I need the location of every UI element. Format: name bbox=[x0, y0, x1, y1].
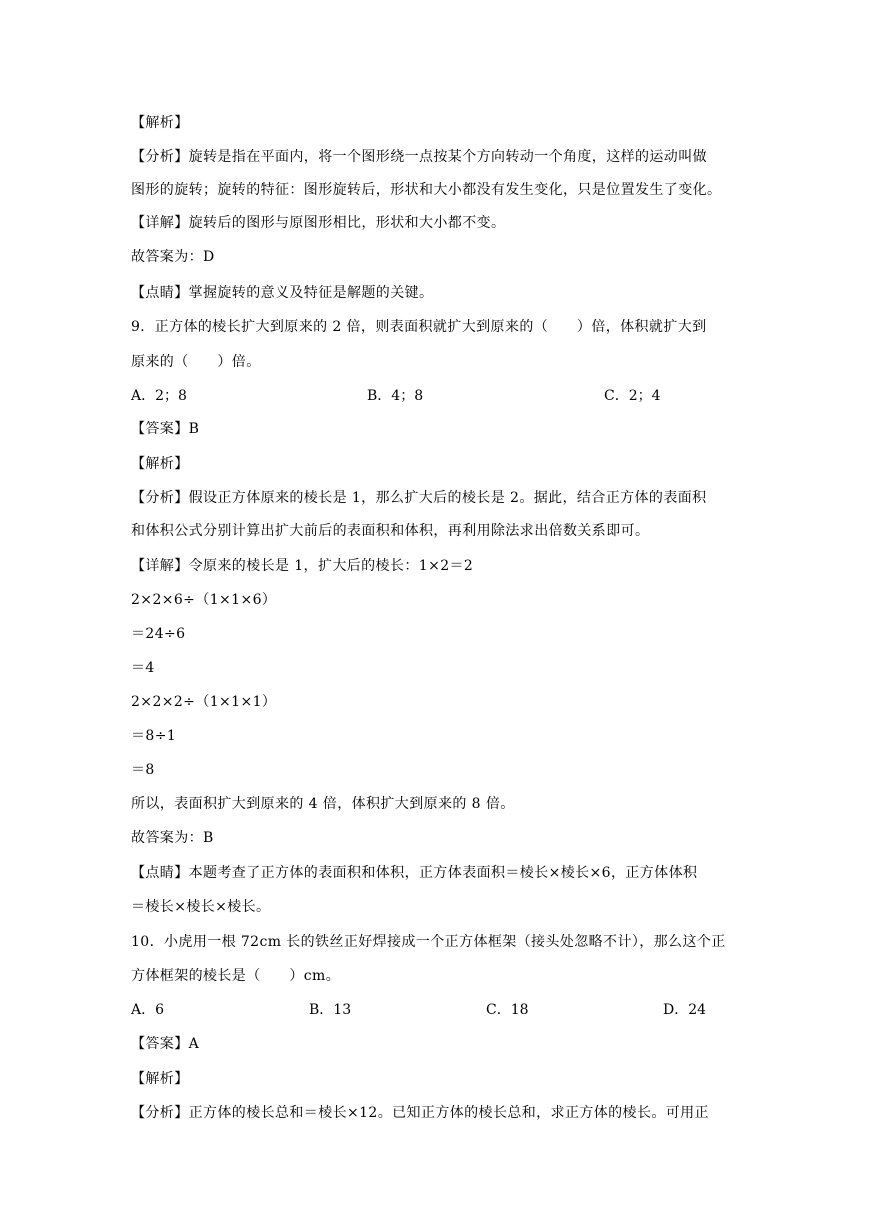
q8-fenxi-line-1: 【分析】旋转是指在平面内，将一个图形绕一点按某个方向转动一个角度，这样的运动叫做 bbox=[131, 149, 707, 165]
q9-option-c: C．2；4 bbox=[604, 388, 661, 404]
q9-option-b: B．4；8 bbox=[367, 388, 424, 404]
q9-xiangjie: 【详解】令原来的棱长是 1，扩大后的棱长：1×2＝2 bbox=[131, 558, 474, 574]
q10-option-c: C．18 bbox=[486, 1002, 529, 1018]
q9-calc-line: ＝4 bbox=[131, 660, 155, 676]
q9-conclusion: 所以，表面积扩大到原来的 4 倍，体积扩大到原来的 8 倍。 bbox=[131, 796, 515, 812]
q9-fenxi-line-1: 【分析】假设正方体原来的棱长是 1，那么扩大后的棱长是 2。据此，结合正方体的表面积 bbox=[131, 490, 707, 506]
q9-option-a: A．2；8 bbox=[131, 388, 187, 404]
q9-calc-line: 2×2×6÷（1×1×6） bbox=[131, 592, 277, 608]
q9-daan: 【答案】B bbox=[131, 421, 200, 437]
q10-stem-line-1: 10．小虎用一根 72cm 长的铁丝正好焊接成一个正方体框架（接头处忽略不计），那么这个正 bbox=[131, 934, 726, 950]
q9-stem-line-2: 原来的（ ）倍。 bbox=[131, 354, 261, 370]
q10-option-a: A．6 bbox=[131, 1002, 165, 1018]
q10-jiexi-heading: 【解析】 bbox=[131, 1071, 189, 1087]
q10-daan: 【答案】A bbox=[131, 1036, 200, 1052]
q10-option-b: B．13 bbox=[309, 1002, 352, 1018]
q9-stem-line-1: 9．正方体的棱长扩大到原来的 2 倍，则表面积就扩大到原来的（ ）倍，体积就扩大到 bbox=[131, 319, 707, 335]
q9-dianjing-line-1: 【点睛】本题考查了正方体的表面积和体积，正方体表面积＝棱长×棱长×6，正方体体积 bbox=[131, 865, 698, 881]
q8-xiangjie: 【详解】旋转后的图形与原图形相比，形状和大小都不变。 bbox=[131, 215, 506, 231]
q9-jiexi-heading: 【解析】 bbox=[131, 456, 189, 472]
q9-dianjing-line-2: ＝棱长×棱长×棱长。 bbox=[131, 899, 271, 915]
q9-calc-line: ＝24÷6 bbox=[131, 626, 186, 642]
q10-fenxi-line-1: 【分析】正方体的棱长总和＝棱长×12。已知正方体的棱长总和，求正方体的棱长。可用正 bbox=[131, 1105, 709, 1121]
q10-option-d: D．24 bbox=[663, 1002, 707, 1018]
q9-fenxi-line-2: 和体积公式分别计算出扩大前后的表面积和体积，再利用除法求出倍数关系即可。 bbox=[131, 523, 650, 539]
q8-jiexi-heading: 【解析】 bbox=[131, 115, 189, 131]
q9-answer: 故答案为：B bbox=[131, 830, 214, 846]
q8-fenxi-line-2: 图形的旋转；旋转的特征：图形旋转后，形状和大小都没有发生变化，只是位置发生了变化。 bbox=[131, 182, 722, 198]
q9-calc-line: ＝8 bbox=[131, 762, 155, 778]
q8-dianjing: 【点睛】掌握旋转的意义及特征是解题的关键。 bbox=[131, 285, 434, 301]
q9-calc-line: ＝8÷1 bbox=[131, 728, 177, 744]
q8-answer: 故答案为：D bbox=[131, 249, 215, 265]
q9-calc-line: 2×2×2÷（1×1×1） bbox=[131, 694, 277, 710]
q10-stem-line-2: 方体框架的棱长是（ ）cm。 bbox=[131, 968, 341, 984]
